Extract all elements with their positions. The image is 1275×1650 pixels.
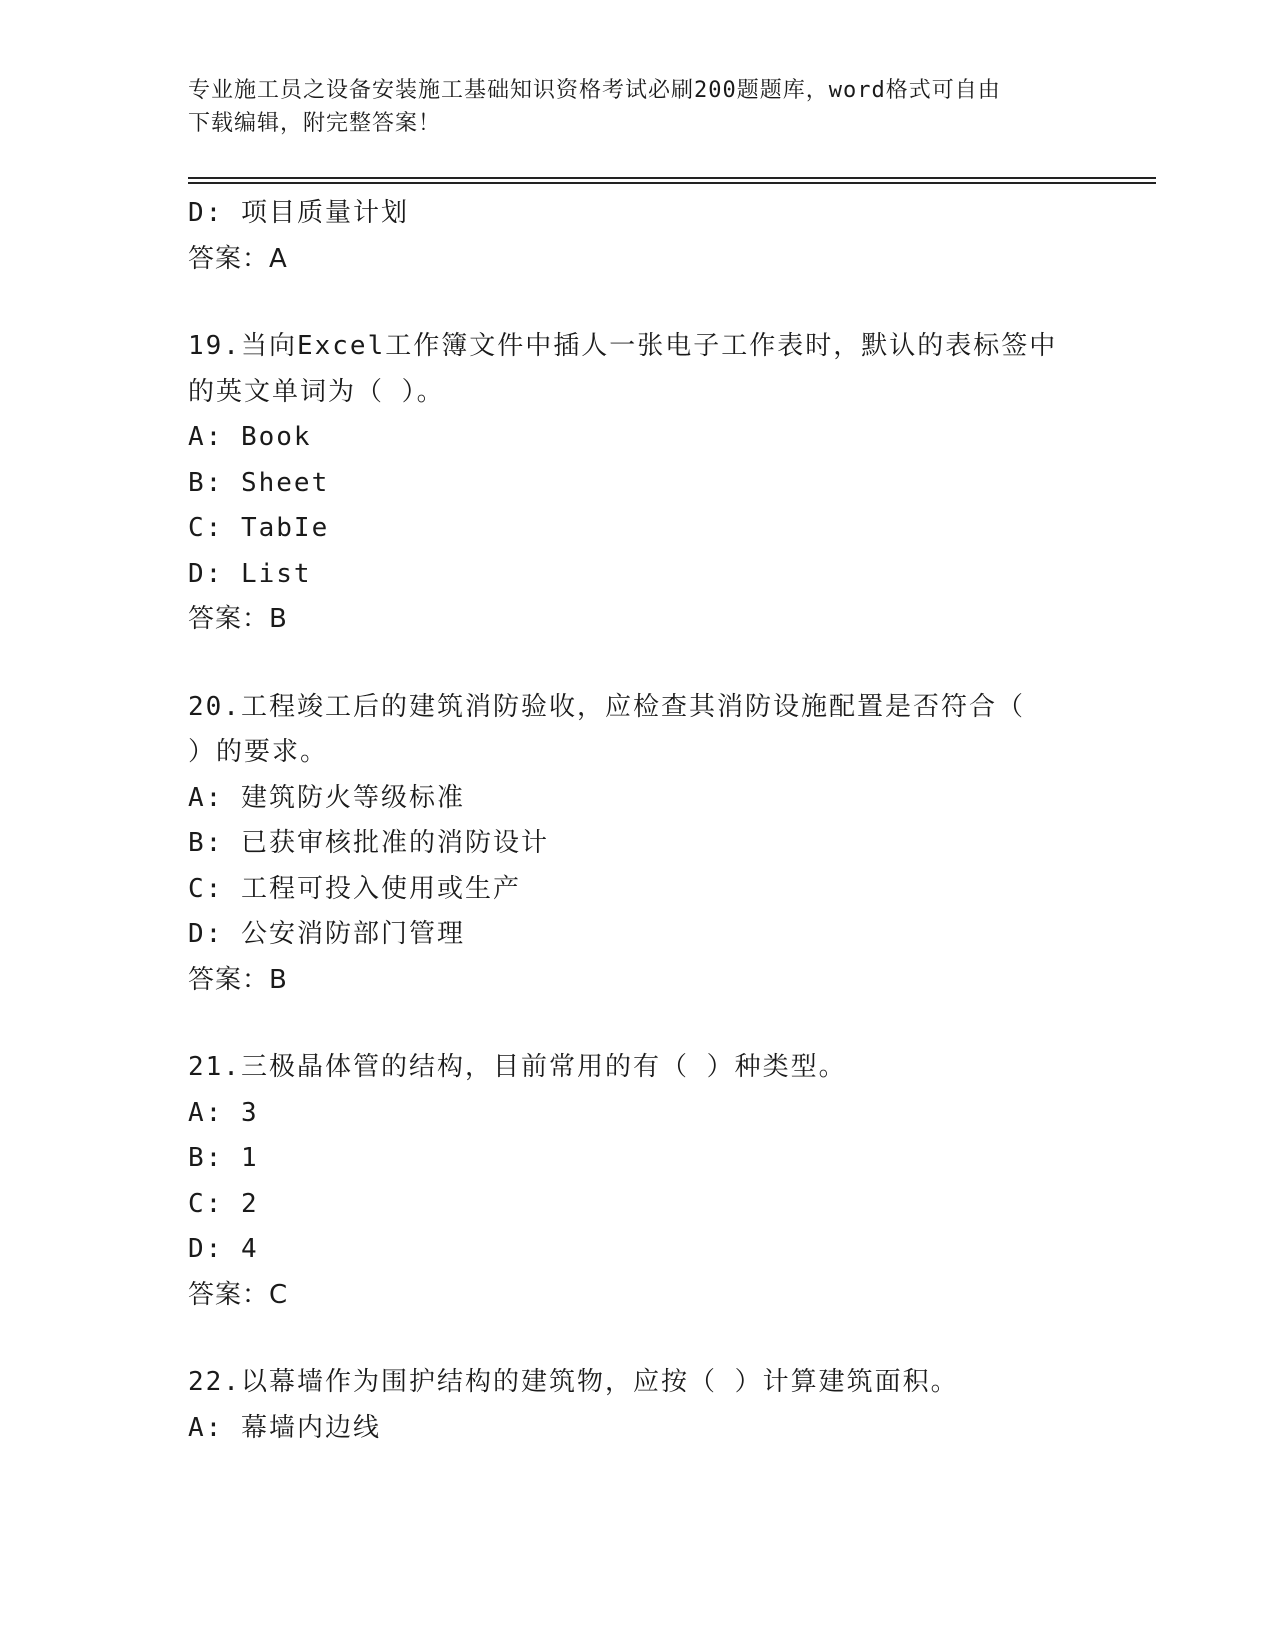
question-text: 20.工程竣工后的建筑消防验收，应检查其消防设施配置是否符合（ xyxy=(188,691,1025,722)
header-rule-bottom xyxy=(188,182,1156,184)
spacer xyxy=(188,1003,1088,1045)
question-text: 22.以幕墙作为围护结构的建筑物，应按（ ）计算建筑面积。 xyxy=(188,1367,959,1397)
spacer xyxy=(188,643,1088,685)
header-rule-top xyxy=(188,177,1156,179)
document-header xyxy=(188,74,1088,140)
option-b: B: Sheet xyxy=(188,467,330,498)
answer: 答案：C xyxy=(188,1279,289,1310)
spacer xyxy=(188,282,1088,324)
question-content xyxy=(188,191,1088,1451)
option-d: D: 项目质量计划 xyxy=(188,198,409,228)
option-d: D: List xyxy=(188,558,312,589)
option-a: A: Book xyxy=(188,422,312,452)
option-c: C: 2 xyxy=(188,1188,259,1219)
question-text: 21.三极晶体管的结构，目前常用的有（ ）种类型。 xyxy=(188,1052,847,1082)
question-block-19 xyxy=(188,324,1088,643)
option-c: C: 工程可投入使用或生产 xyxy=(188,873,521,904)
option-d: D: 公安消防部门管理 xyxy=(188,919,465,949)
option-a: A: 建筑防火等级标准 xyxy=(188,782,465,813)
question-text: 的英文单词为（ ）。 xyxy=(188,376,445,407)
header-line-1: 专业施工员之设备安装施工基础知识资格考试必刷200题题库，word格式可自由 xyxy=(188,78,1001,103)
question-block-21 xyxy=(188,1045,1088,1318)
option-b: B: 已获审核批准的消防设计 xyxy=(188,828,549,858)
option-a: A: 幕墙内边线 xyxy=(188,1412,381,1443)
question-text: ）的要求。 xyxy=(188,737,329,767)
option-b: B: 1 xyxy=(188,1143,259,1173)
option-a: A: 3 xyxy=(188,1097,259,1128)
question-block-20 xyxy=(188,685,1088,1004)
answer: 答案：B xyxy=(188,604,288,634)
option-c: C: TabIe xyxy=(188,513,330,543)
spacer xyxy=(188,1318,1088,1360)
question-block-22 xyxy=(188,1360,1088,1451)
option-d: D: 4 xyxy=(188,1234,259,1264)
answer: 答案：B xyxy=(188,964,288,995)
answer: 答案：A xyxy=(188,243,288,274)
question-text: 19.当向Excel工作簿文件中插人一张电子工作表时，默认的表标签中 xyxy=(188,331,1058,361)
header-line-2: 下载编辑，附完整答案！ xyxy=(188,111,442,136)
